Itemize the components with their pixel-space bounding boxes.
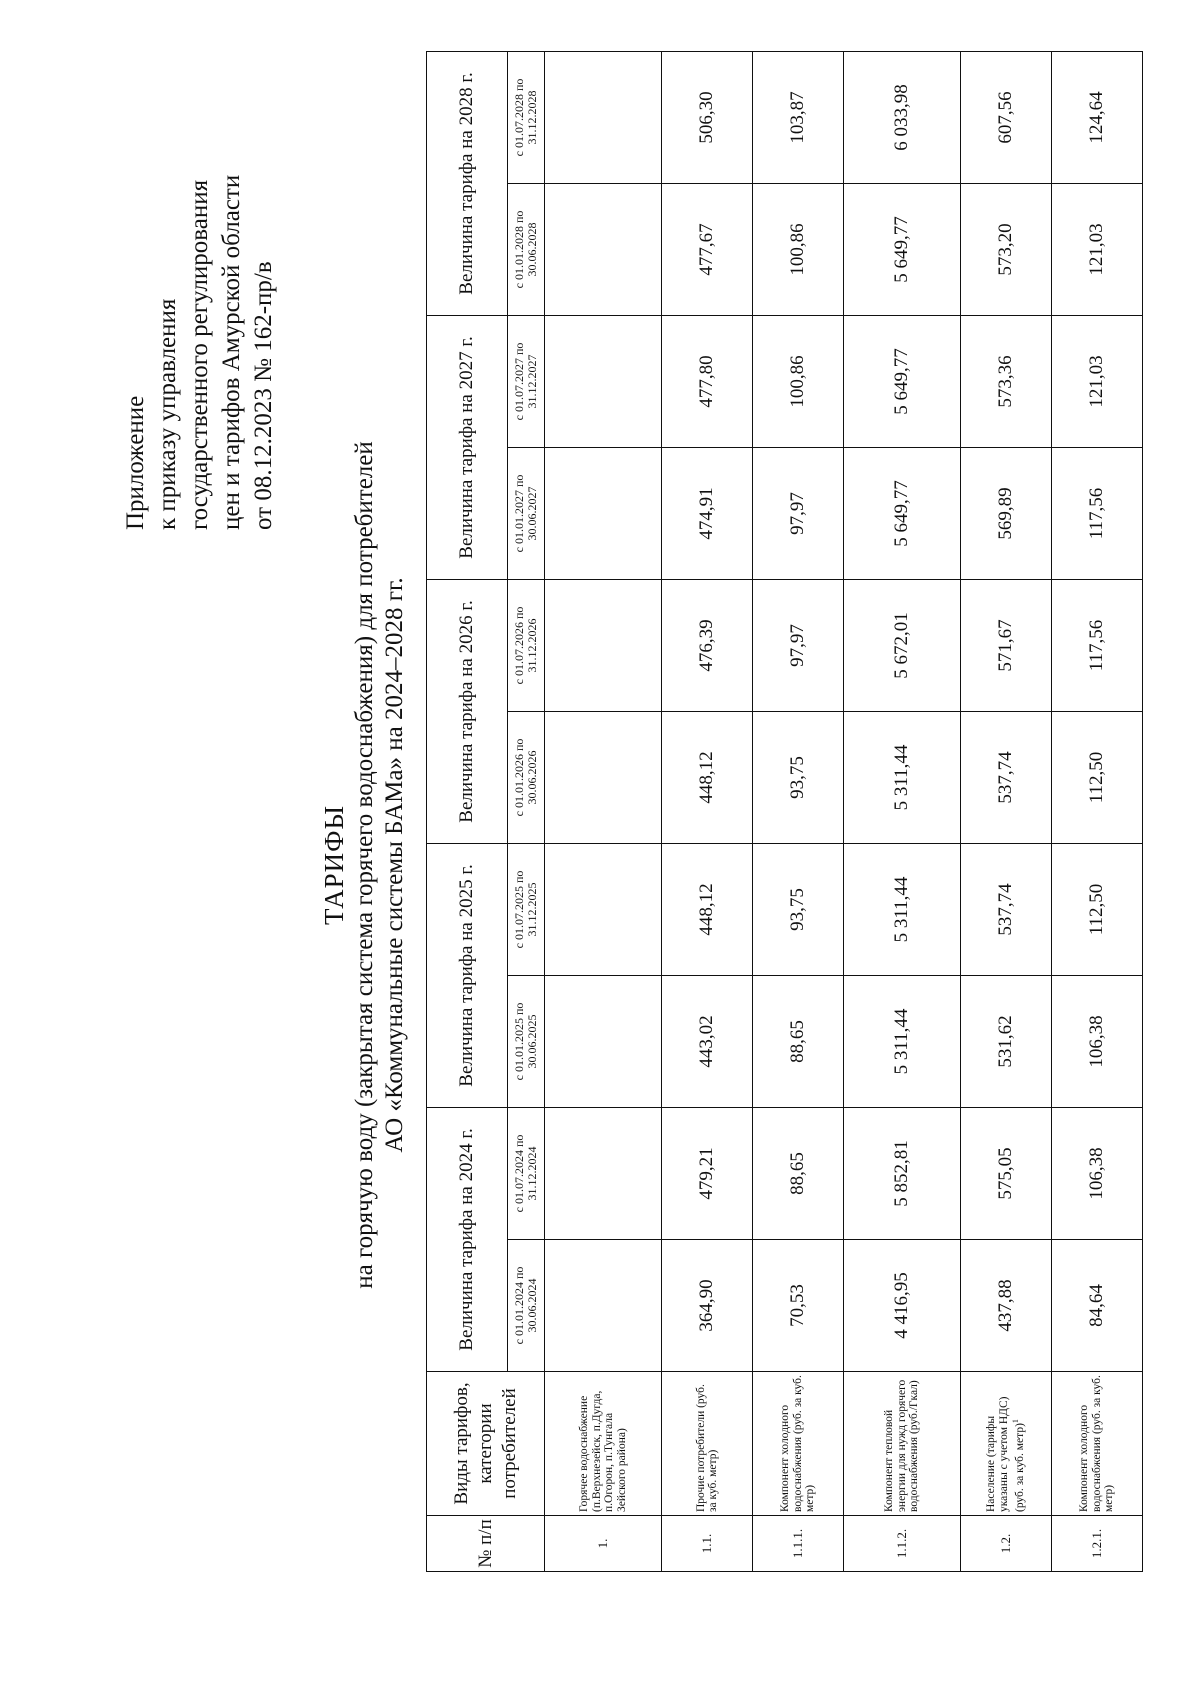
- header-year-2024: Величина тарифа на 2024 г.: [427, 1108, 508, 1372]
- header-period: с 01.07.2024 по 31.12.2024: [508, 1108, 545, 1240]
- tariff-value: 93,75: [753, 712, 844, 844]
- table-row: [753, 52, 844, 1572]
- appendix-line: государственного регулирования: [186, 179, 213, 530]
- tariff-value: 531,62: [961, 976, 1052, 1108]
- tariff-value: 5 852,81: [844, 1108, 961, 1240]
- tariff-value: 5 311,44: [844, 976, 961, 1108]
- tariff-value: 117,56: [1052, 448, 1143, 580]
- tariff-value: 537,74: [961, 712, 1052, 844]
- tariff-value: 443,02: [662, 976, 753, 1108]
- tariff-value: [545, 316, 662, 448]
- header-period: с 01.01.2028 по 30.06.2028: [508, 184, 545, 316]
- tariffs-table: [426, 51, 1143, 1572]
- title-line-1: на горячую воду (закрытая система горячего водоснабжения) для потребителей: [351, 441, 378, 1289]
- table-row: [662, 52, 753, 1572]
- tariff-value: 124,64: [1052, 52, 1143, 184]
- tariff-value: 575,05: [961, 1108, 1052, 1240]
- tariff-value: 88,65: [753, 976, 844, 1108]
- tariff-value: 97,97: [753, 580, 844, 712]
- footnote-marker: 1: [1011, 1419, 1021, 1424]
- tariff-value: 5 672,01: [844, 580, 961, 712]
- header-period: с 01.07.2026 по 31.12.2026: [508, 580, 545, 712]
- tariff-value: 106,38: [1052, 1108, 1143, 1240]
- tariff-value: 448,12: [662, 844, 753, 976]
- tariff-value: 506,30: [662, 52, 753, 184]
- row-number: 1.1.: [662, 1516, 753, 1572]
- tariff-value: [545, 184, 662, 316]
- header-year-2026: Величина тарифа на 2026 г.: [427, 580, 508, 844]
- tariff-value: 112,50: [1052, 844, 1143, 976]
- tariff-value: 5 311,44: [844, 712, 961, 844]
- tariff-value: 479,21: [662, 1108, 753, 1240]
- tariff-value: [545, 1108, 662, 1240]
- header-period: с 01.01.2027 по 30.06.2027: [508, 448, 545, 580]
- document-title: [318, 150, 410, 1580]
- tariff-value: 100,86: [753, 184, 844, 316]
- row-category: [961, 1372, 1052, 1516]
- tariff-value: 70,53: [753, 1240, 844, 1372]
- table-row: [1052, 52, 1143, 1572]
- row-category: Прочие потребители (руб. за куб. метр): [662, 1372, 753, 1516]
- tariff-value: 537,74: [961, 844, 1052, 976]
- tariff-value: [545, 844, 662, 976]
- tariff-value: 106,38: [1052, 976, 1143, 1108]
- tariff-value: 476,39: [662, 580, 753, 712]
- appendix-line: от 08.12.2023 № 162-пр/в: [250, 261, 277, 530]
- header-row-groups: [427, 52, 508, 1572]
- row-number: 1.: [545, 1516, 662, 1572]
- header-period: с 01.01.2026 по 30.06.2026: [508, 712, 545, 844]
- tariff-value: 474,91: [662, 448, 753, 580]
- tariff-value: 569,89: [961, 448, 1052, 580]
- appendix-line: к приказу управления: [154, 298, 181, 530]
- row-category: Горячее водоснабжение (п.Верхнезейск, п.Дугда, п.Огорон, п.Тунгала Зейского района): [545, 1372, 662, 1516]
- tariff-value: 477,80: [662, 316, 753, 448]
- tariff-value: 100,86: [753, 316, 844, 448]
- tariff-value: 573,36: [961, 316, 1052, 448]
- tariff-value: [545, 976, 662, 1108]
- title-line-2: АО «Коммунальные системы БАМа» на 2024–2028 гг.: [381, 577, 408, 1153]
- tariff-value: 5 311,44: [844, 844, 961, 976]
- tariff-value: 477,67: [662, 184, 753, 316]
- row-number: 1.2.1.: [1052, 1516, 1143, 1572]
- tariff-value: 93,75: [753, 844, 844, 976]
- table-row: [844, 52, 961, 1572]
- header-year-2025: Величина тарифа на 2025 г.: [427, 844, 508, 1108]
- tariff-value: 5 649,77: [844, 184, 961, 316]
- title-main: ТАРИФЫ: [319, 804, 349, 926]
- tariff-value: [545, 52, 662, 184]
- tariff-value: 571,67: [961, 580, 1052, 712]
- header-year-2028: Величина тарифа на 2028 г.: [427, 52, 508, 316]
- row-category-text: Население (тарифы указаны с учетом НДС) (руб. за куб. метр): [985, 1396, 1027, 1512]
- tariff-value: 112,50: [1052, 712, 1143, 844]
- header-period: с 01.07.2027 по 31.12.2027: [508, 316, 545, 448]
- tariff-value: 97,97: [753, 448, 844, 580]
- tariff-value: 5 649,77: [844, 316, 961, 448]
- row-category: Компонент холодного водоснабжения (руб. за куб. метр): [1052, 1372, 1143, 1516]
- appendix-block: [120, 175, 280, 530]
- tariff-value: 6 033,98: [844, 52, 961, 184]
- table-row: [961, 52, 1052, 1572]
- header-year-2027: Величина тарифа на 2027 г.: [427, 316, 508, 580]
- appendix-line: цен и тарифов Амурской области: [218, 174, 245, 530]
- row-number: 1.1.1.: [753, 1516, 844, 1572]
- tariff-value: 573,20: [961, 184, 1052, 316]
- tariff-value: 121,03: [1052, 184, 1143, 316]
- tariff-value: [545, 448, 662, 580]
- table-row: [545, 52, 662, 1572]
- tariff-value: 88,65: [753, 1108, 844, 1240]
- tariff-value: 364,90: [662, 1240, 753, 1372]
- tariff-value: [545, 580, 662, 712]
- tariff-value: 607,56: [961, 52, 1052, 184]
- header-period: с 01.07.2028 по 31.12.2028: [508, 52, 545, 184]
- tariff-value: [545, 712, 662, 844]
- header-period: с 01.01.2024 по 30.06.2024: [508, 1240, 545, 1372]
- row-number: 1.2.: [961, 1516, 1052, 1572]
- tariff-value: 84,64: [1052, 1240, 1143, 1372]
- tariff-value: 121,03: [1052, 316, 1143, 448]
- tariff-value: 448,12: [662, 712, 753, 844]
- row-category: Компонент тепловой энергии для нужд горячего водоснабжения (руб./Гкал): [844, 1372, 961, 1516]
- header-num: № п/п: [427, 1516, 545, 1572]
- header-period: с 01.01.2025 по 30.06.2025: [508, 976, 545, 1108]
- appendix-line: Приложение: [122, 395, 149, 530]
- tariff-value: 117,56: [1052, 580, 1143, 712]
- tariff-value: 103,87: [753, 52, 844, 184]
- tariff-value: 5 649,77: [844, 448, 961, 580]
- header-period: с 01.07.2025 по 31.12.2025: [508, 844, 545, 976]
- header-category: Виды тарифов, категории потребителей: [427, 1372, 545, 1516]
- tariff-value: 4 416,95: [844, 1240, 961, 1372]
- tariff-value: 437,88: [961, 1240, 1052, 1372]
- row-number: 1.1.2.: [844, 1516, 961, 1572]
- header-row-periods: [508, 52, 545, 1572]
- row-category: Компонент холодного водоснабжения (руб. за куб. метр): [753, 1372, 844, 1516]
- tariff-value: [545, 1240, 662, 1372]
